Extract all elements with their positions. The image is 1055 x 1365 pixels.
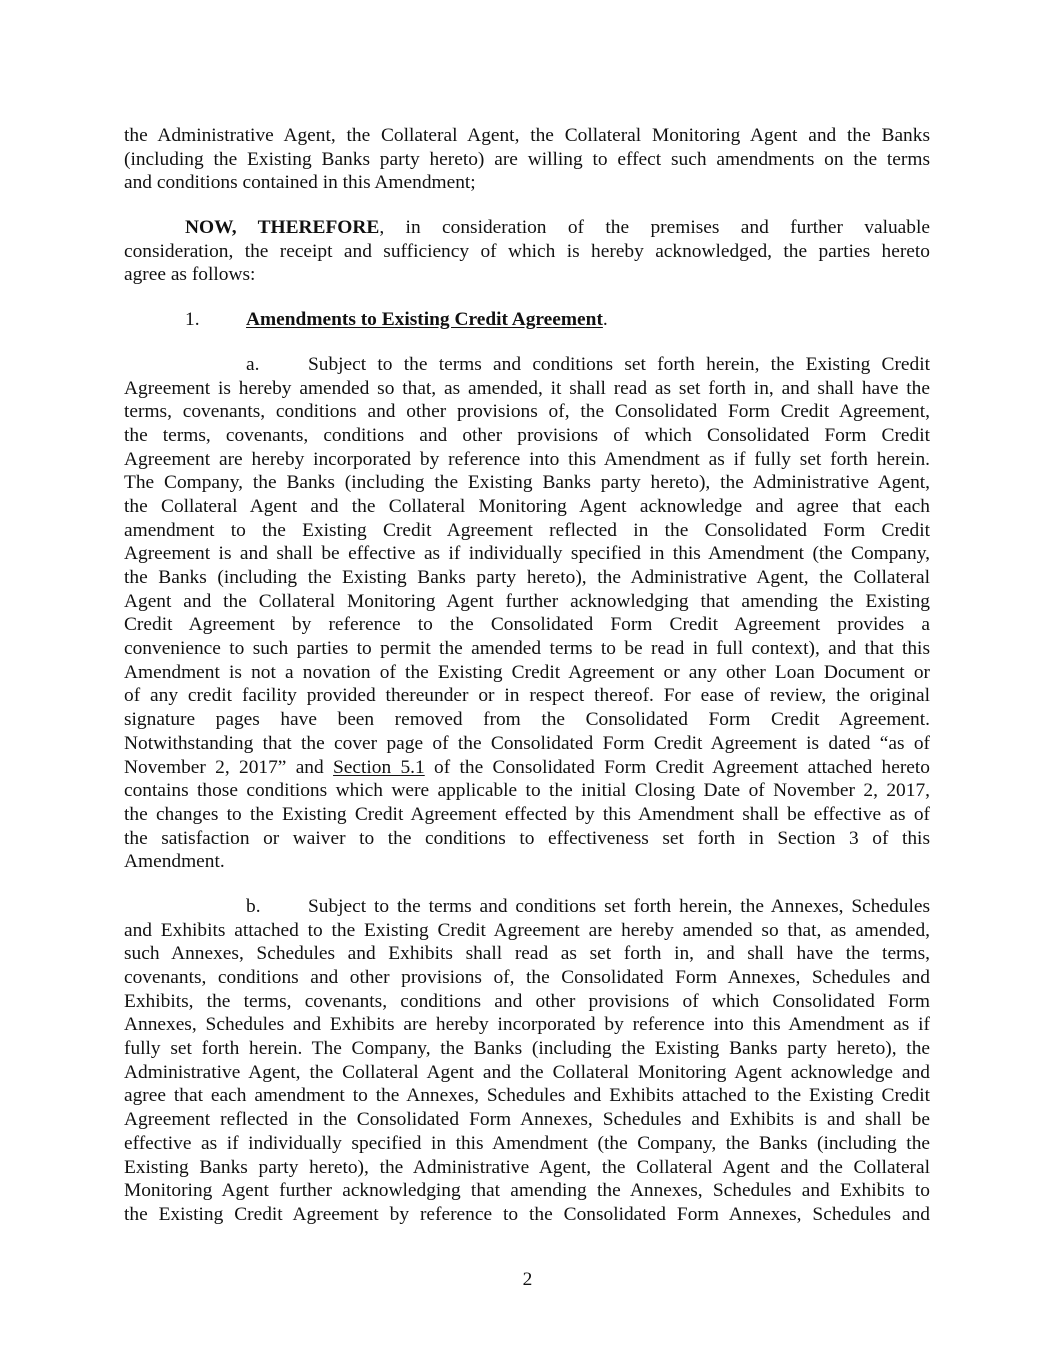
text-line: Agreement is and shall be effective as if individually specified in this Amendment (the Company, [124, 543, 930, 565]
text-line: Existing Banks party hereto), the Administrative Agent, the Collateral Agent and the Collateral [124, 1156, 930, 1178]
document-page [124, 124, 930, 1248]
text-line: Exhibits, the terms, covenants, conditions and other provisions of which Consolidated Form [124, 990, 930, 1012]
section-1-heading [124, 308, 930, 332]
text-line: Agreement is hereby amended so that, as amended, it shall read as set forth in, and shall have the [124, 377, 930, 399]
intro-paragraph [124, 124, 930, 195]
text-line: consideration, the receipt and sufficiency of which is hereby acknowledged, the parties hereto [124, 240, 930, 262]
section-5-1-reference: Section 5.1 [333, 756, 425, 778]
text-line: agree that each amendment to the Annexes, Schedules and Exhibits attached to the Existing Credit [124, 1085, 930, 1107]
section-number: 1. [185, 309, 200, 331]
text-line: convenience to such parties to permit the amended terms to be read in full context), and that this [124, 638, 930, 660]
text-line: November 2, 2017” and Section 5.1 of the Consolidated Form Credit Agreement attached hereto [124, 756, 930, 778]
text-line: the satisfaction or waiver to the conditions to effectiveness set forth in Section 3 of this [124, 827, 930, 849]
text-line: contains those conditions which were applicable to the initial Closing Date of November 2, 2017, [124, 780, 930, 802]
text-line: Amendment. [124, 851, 225, 873]
subsection-letter: a. [246, 353, 260, 375]
text-line: the Existing Credit Agreement by reference to the Consolidated Form Annexes, Schedules and [124, 1203, 930, 1225]
text-line: amendment to the Existing Credit Agreement reflected in the Consolidated Form Credit [124, 519, 930, 541]
text-line: agree as follows: [124, 264, 256, 286]
section-title-period: . [602, 309, 608, 331]
page-number: 2 [522, 1269, 533, 1290]
text-line: the Collateral Agent and the Collateral Monitoring Agent acknowledge and agree that each [124, 495, 930, 517]
text-line: the terms, covenants, conditions and other provisions of which Consolidated Form Credit [124, 424, 930, 446]
text-line: such Annexes, Schedules and Exhibits shall read as set forth in, and shall have the terms, [124, 943, 930, 965]
text-line: the Banks (including the Existing Banks party hereto), the Administrative Agent, the Collateral [124, 567, 930, 588]
text-line: (including the Existing Banks party hereto) are willing to effect such amendments on the terms [124, 148, 930, 170]
text-line: Agreement are hereby incorporated by reference into this Amendment as if fully set forth herein. [124, 448, 930, 470]
now-therefore-lead: NOW, THEREFORE [185, 217, 380, 239]
text-line: Amendment is not a novation of the Existing Credit Agreement or any other Loan Document or [124, 661, 930, 683]
text-line: of any credit facility provided thereunder or in respect thereof. For ease of review, the original [124, 685, 930, 707]
text-line: a. Subject to the terms and conditions set forth herein, the Existing Credit [246, 353, 930, 375]
section-title: Amendments to Existing Credit Agreement [246, 309, 603, 331]
text-line: terms, covenants, conditions and other provisions of, the Consolidated Form Credit Agreement, [124, 401, 930, 423]
text-line: Monitoring Agent further acknowledging that amending the Annexes, Schedules and Exhibits to [124, 1180, 930, 1202]
text-line: Agent and the Collateral Monitoring Agent further acknowledging that amending the Existing [124, 590, 930, 612]
text-line: Agreement reflected in the Consolidated Form Annexes, Schedules and Exhibits is and shall be [124, 1109, 930, 1131]
text-line: Administrative Agent, the Collateral Agent and the Collateral Monitoring Agent acknowledge and [124, 1061, 930, 1083]
text-line: Credit Agreement by reference to the Consolidated Form Credit Agreement provides a [124, 614, 930, 636]
text-line: signature pages have been removed from the Consolidated Form Credit Agreement. [124, 709, 930, 731]
text-line: The Company, the Banks (including the Existing Banks party hereto), the Administrative Agent, [124, 472, 930, 494]
text-line: the Administrative Agent, the Collateral Agent, the Collateral Monitoring Agent and the Banks [124, 125, 930, 146]
now-therefore-rest: , in consideration of the premises and further valuable [379, 217, 930, 239]
text-line: b. Subject to the terms and conditions set forth herein, the Annexes, Schedules [246, 895, 930, 917]
text-line: Notwithstanding that the cover page of the Consolidated Form Credit Agreement is dated “as of [124, 732, 930, 754]
subsection-letter: b. [246, 895, 261, 917]
text-line: fully set forth herein. The Company, the Banks (including the Existing Banks party hereto), the [124, 1038, 930, 1060]
text-line: covenants, conditions and other provisions of, the Consolidated Form Annexes, Schedules and [124, 967, 930, 988]
text-line [124, 216, 930, 240]
subsection-a [124, 353, 930, 874]
now-therefore-paragraph [124, 216, 930, 287]
text-line: the changes to the Existing Credit Agreement effected by this Amendment shall be effective as of [124, 803, 930, 825]
text-line: and Exhibits attached to the Existing Credit Agreement are hereby amended so that, as amended, [124, 919, 930, 941]
subsection-b [124, 895, 930, 1227]
text-line: effective as if individually specified in this Amendment (the Company, the Banks (including the [124, 1132, 930, 1154]
text-line: and conditions contained in this Amendment; [124, 172, 476, 194]
text-line: Annexes, Schedules and Exhibits are hereby incorporated by reference into this Amendment as if [124, 1014, 930, 1036]
